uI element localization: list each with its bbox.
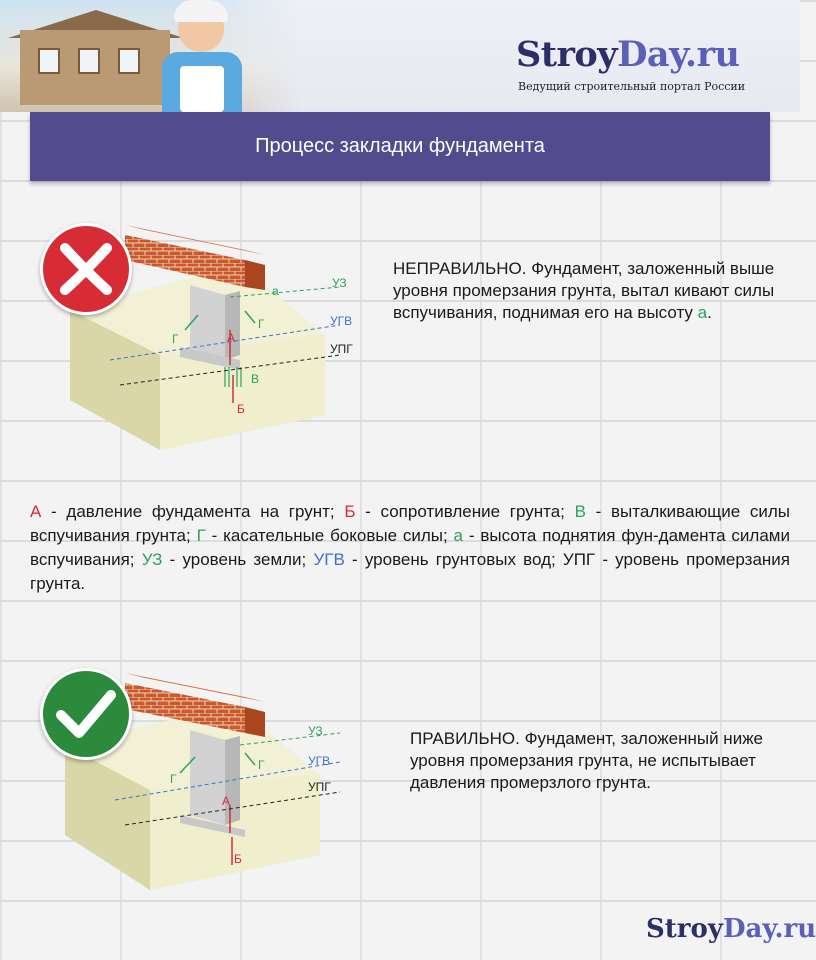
legend-term-UZ: УЗ: [141, 550, 163, 569]
legend-term-a: а: [453, 526, 464, 545]
legend-desc-UGV: - уровень грунтовых вод;: [344, 550, 563, 569]
legend-term-UPG: УПГ: [562, 550, 596, 569]
site-logo[interactable]: [516, 34, 740, 75]
logo-part2: Day.ru: [617, 34, 740, 75]
wrong-badge: [40, 223, 132, 315]
label-uz: УЗ: [332, 276, 347, 290]
legend-term-UGV: УГВ: [313, 550, 345, 569]
wrong-highlight: а: [697, 303, 708, 322]
header: [0, 0, 800, 112]
label-V: В: [251, 372, 260, 386]
wrong-suffix: .: [707, 303, 712, 322]
label-G-left-right: Г: [170, 772, 177, 786]
label-G-left: Г: [172, 332, 179, 346]
label-A-right: А: [222, 794, 231, 808]
label-A: А: [227, 331, 236, 345]
label-ugv: УГВ: [330, 314, 353, 328]
label-B: Б: [237, 402, 245, 416]
label-G-right-right: Г: [258, 758, 265, 772]
label-B-right: Б: [234, 852, 242, 866]
footer-logo-part2: Day.ru: [722, 914, 816, 944]
cross-mark-icon: [43, 226, 129, 312]
right-badge: [40, 668, 132, 760]
wrong-description: [393, 258, 778, 324]
legend-desc-G: - касательные боковые силы;: [205, 526, 454, 545]
right-description: ПРАВИЛЬНО. Фундамент, заложенный ниже уровня промерзания грунта, не испытывает давления промерзлого грунта.: [410, 729, 764, 792]
label-uz-right: УЗ: [308, 724, 323, 738]
footer-logo-part1: Stroy: [646, 914, 723, 944]
legend-desc-B: - сопротивление грунта;: [355, 502, 575, 521]
legend-term-A: А: [30, 502, 42, 521]
page-title: Процесс закладки фундамента: [30, 112, 770, 181]
legend-desc-V: - выталкивающие силы вспучивания грунта;: [30, 502, 790, 545]
legend-desc-UZ: - уровень земли;: [162, 550, 314, 569]
site-tagline: Ведущий строительный портал России: [518, 80, 746, 93]
label-a-height: а: [272, 284, 279, 298]
logo-part1: Stroy: [516, 34, 618, 75]
legend-term-B: Б: [344, 502, 356, 521]
legend: [30, 500, 790, 596]
label-upg-right: УПГ: [308, 780, 331, 794]
label-G-right: Г: [258, 317, 265, 331]
wrong-text: НЕПРАВИЛЬНО. Фундамент, заложенный выше уровня промерзания грунта, вытал кивают силы вспучивания, поднимая его на высоту: [393, 259, 775, 322]
legend-desc-UPG: - уровень промерзания грунта.: [30, 550, 790, 593]
legend-desc-a: - высота поднятия фун-дамента силами вспучивания;: [30, 526, 790, 569]
check-mark-icon: [43, 671, 129, 757]
worker-illustration: [150, 0, 260, 112]
label-ugv-right: УГВ: [308, 754, 331, 768]
footer-logo[interactable]: [646, 914, 816, 944]
legend-term-G: Г: [196, 526, 206, 545]
legend-term-V: В: [574, 502, 586, 521]
legend-desc-A: - давление фундамента на грунт;: [41, 502, 345, 521]
label-upg: УПГ: [330, 342, 353, 356]
